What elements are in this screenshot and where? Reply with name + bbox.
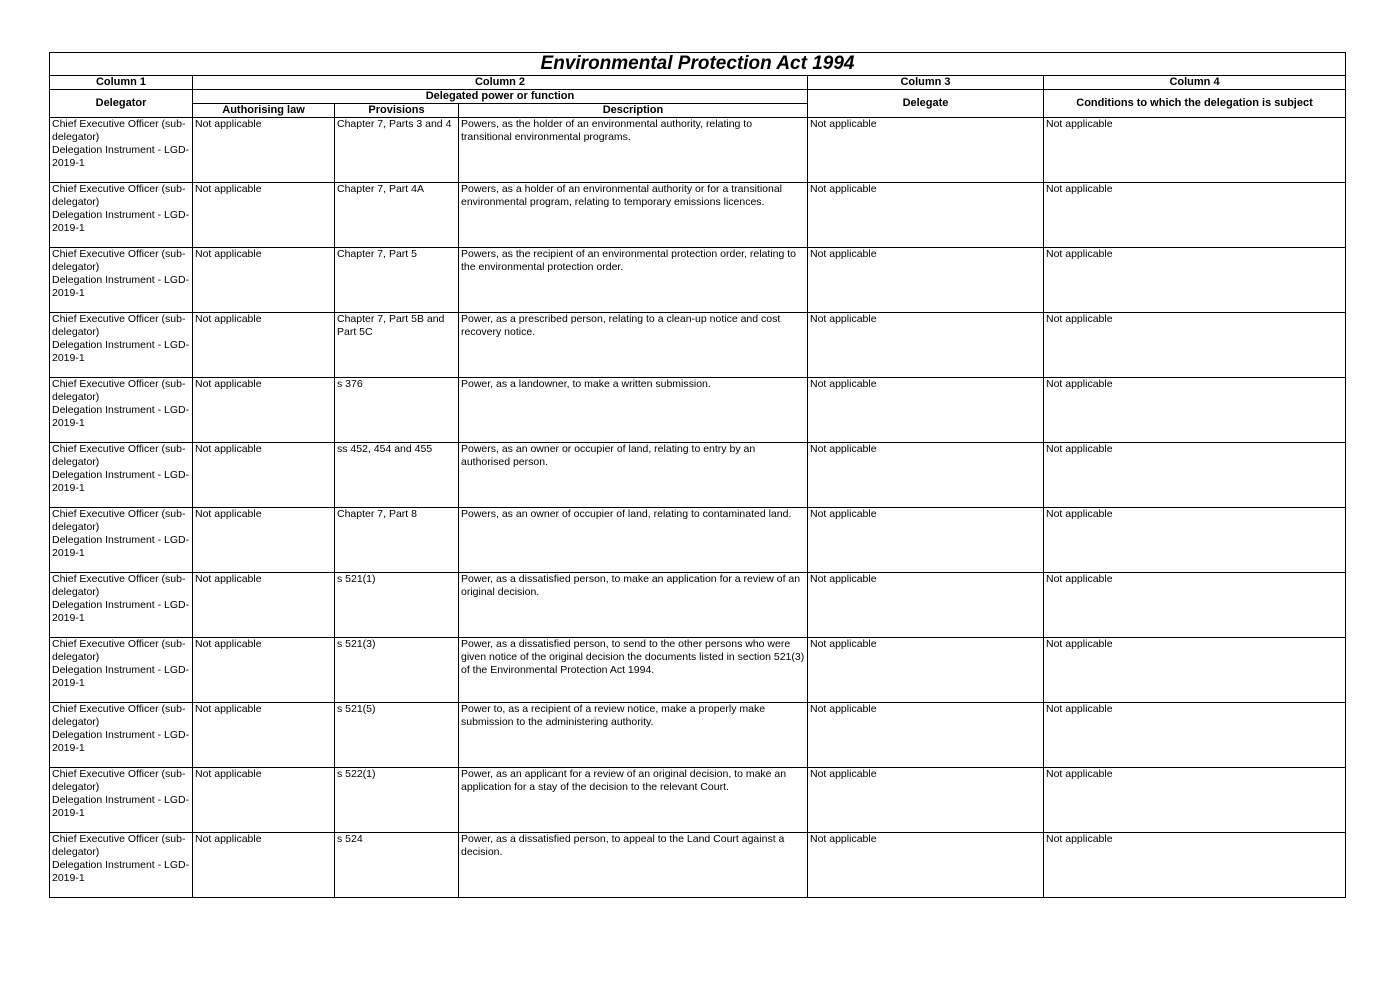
authorising-law-header: Authorising law: [193, 104, 335, 118]
delegate-cell: Not applicable: [808, 313, 1044, 378]
delegate-header: Delegate: [808, 90, 1044, 118]
delegated-power-header: Delegated power or function: [193, 90, 808, 104]
authorising-law-cell: Not applicable: [193, 248, 335, 313]
provisions-cell: Chapter 7, Part 5: [335, 248, 459, 313]
delegator-cell: Chief Executive Officer (sub-delegator) Delegation Instrument - LGD-2019-1: [50, 378, 193, 443]
conditions-cell: Not applicable: [1044, 248, 1346, 313]
conditions-cell: Not applicable: [1044, 768, 1346, 833]
delegator-cell: Chief Executive Officer (sub-delegator) Delegation Instrument - LGD-2019-1: [50, 703, 193, 768]
provisions-cell: Chapter 7, Part 8: [335, 508, 459, 573]
description-cell: Power to, as a recipient of a review notice, make a properly make submission to the administering authority.: [459, 703, 808, 768]
delegate-cell: Not applicable: [808, 118, 1044, 183]
provisions-cell: s 376: [335, 378, 459, 443]
table-row: [50, 443, 1346, 508]
delegator-cell: Chief Executive Officer (sub-delegator) Delegation Instrument - LGD-2019-1: [50, 638, 193, 703]
conditions-cell: Not applicable: [1044, 508, 1346, 573]
description-cell: Powers, as an owner or occupier of land, relating to entry by an authorised person.: [459, 443, 808, 508]
table-row: [50, 118, 1346, 183]
delegate-cell: Not applicable: [808, 248, 1044, 313]
provisions-cell: s 521(3): [335, 638, 459, 703]
conditions-cell: Not applicable: [1044, 638, 1346, 703]
authorising-law-cell: Not applicable: [193, 183, 335, 248]
conditions-cell: Not applicable: [1044, 833, 1346, 898]
table-row: [50, 248, 1346, 313]
description-cell: Power, as a dissatisfied person, to send to the other persons who were given notice of the original decision the documents listed in section 521(3) of the Environmental Protection Act 1994.: [459, 638, 808, 703]
description-cell: Power, as a landowner, to make a written submission.: [459, 378, 808, 443]
provisions-cell: s 521(5): [335, 703, 459, 768]
conditions-cell: Not applicable: [1044, 443, 1346, 508]
column-3-header: Column 3: [808, 76, 1044, 90]
provisions-cell: Chapter 7, Part 5B and Part 5C: [335, 313, 459, 378]
authorising-law-cell: Not applicable: [193, 118, 335, 183]
delegator-cell: Chief Executive Officer (sub-delegator) Delegation Instrument - LGD-2019-1: [50, 183, 193, 248]
authorising-law-cell: Not applicable: [193, 313, 335, 378]
provisions-cell: Chapter 7, Part 4A: [335, 183, 459, 248]
conditions-header: Conditions to which the delegation is subject: [1044, 90, 1346, 118]
table-row: [50, 508, 1346, 573]
description-cell: Powers, as an owner of occupier of land, relating to contaminated land.: [459, 508, 808, 573]
document-title: Environmental Protection Act 1994: [50, 53, 1346, 76]
table-row: [50, 638, 1346, 703]
delegator-cell: Chief Executive Officer (sub-delegator) Delegation Instrument - LGD-2019-1: [50, 573, 193, 638]
delegate-cell: Not applicable: [808, 703, 1044, 768]
column-4-header: Column 4: [1044, 76, 1346, 90]
delegate-cell: Not applicable: [808, 508, 1044, 573]
conditions-cell: Not applicable: [1044, 183, 1346, 248]
authorising-law-cell: Not applicable: [193, 378, 335, 443]
column-1-header: Column 1: [50, 76, 193, 90]
delegator-cell: Chief Executive Officer (sub-delegator) Delegation Instrument - LGD-2019-1: [50, 508, 193, 573]
delegate-cell: Not applicable: [808, 833, 1044, 898]
authorising-law-cell: Not applicable: [193, 833, 335, 898]
authorising-law-cell: Not applicable: [193, 573, 335, 638]
table-row: [50, 378, 1346, 443]
provisions-header: Provisions: [335, 104, 459, 118]
table-row: [50, 768, 1346, 833]
delegator-cell: Chief Executive Officer (sub-delegator) Delegation Instrument - LGD-2019-1: [50, 443, 193, 508]
delegate-cell: Not applicable: [808, 443, 1044, 508]
description-header: Description: [459, 104, 808, 118]
table-row: [50, 183, 1346, 248]
description-cell: Power, as a dissatisfied person, to appeal to the Land Court against a decision.: [459, 833, 808, 898]
delegate-cell: Not applicable: [808, 638, 1044, 703]
conditions-cell: Not applicable: [1044, 573, 1346, 638]
delegator-cell: Chief Executive Officer (sub-delegator) Delegation Instrument - LGD-2019-1: [50, 768, 193, 833]
delegator-cell: Chief Executive Officer (sub-delegator) Delegation Instrument - LGD-2019-1: [50, 248, 193, 313]
delegator-cell: Chief Executive Officer (sub-delegator) Delegation Instrument - LGD-2019-1: [50, 118, 193, 183]
table-body: [50, 118, 1346, 898]
provisions-cell: s 521(1): [335, 573, 459, 638]
provisions-cell: Chapter 7, Parts 3 and 4: [335, 118, 459, 183]
delegate-cell: Not applicable: [808, 183, 1044, 248]
table-row: [50, 313, 1346, 378]
delegate-cell: Not applicable: [808, 378, 1044, 443]
delegation-table: [49, 52, 1346, 898]
description-cell: Power, as a dissatisfied person, to make an application for a review of an original decision.: [459, 573, 808, 638]
provisions-cell: s 522(1): [335, 768, 459, 833]
authorising-law-cell: Not applicable: [193, 443, 335, 508]
conditions-cell: Not applicable: [1044, 313, 1346, 378]
description-cell: Power, as an applicant for a review of an original decision, to make an application for a stay of the decision to the relevant Court.: [459, 768, 808, 833]
authorising-law-cell: Not applicable: [193, 703, 335, 768]
table-row: [50, 573, 1346, 638]
delegator-cell: Chief Executive Officer (sub-delegator) Delegation Instrument - LGD-2019-1: [50, 833, 193, 898]
description-cell: Power, as a prescribed person, relating to a clean-up notice and cost recovery notice.: [459, 313, 808, 378]
authorising-law-cell: Not applicable: [193, 508, 335, 573]
delegator-header: Delegator: [50, 90, 193, 118]
description-cell: Powers, as a holder of an environmental authority or for a transitional environmental program, relating to temporary emissions licences.: [459, 183, 808, 248]
table-row: [50, 833, 1346, 898]
delegate-cell: Not applicable: [808, 573, 1044, 638]
description-cell: Powers, as the recipient of an environmental protection order, relating to the environmental protection order.: [459, 248, 808, 313]
column-2-header: Column 2: [193, 76, 808, 90]
authorising-law-cell: Not applicable: [193, 638, 335, 703]
table-row: [50, 703, 1346, 768]
conditions-cell: Not applicable: [1044, 378, 1346, 443]
delegation-sheet: [49, 52, 1345, 898]
delegate-cell: Not applicable: [808, 768, 1044, 833]
authorising-law-cell: Not applicable: [193, 768, 335, 833]
conditions-cell: Not applicable: [1044, 118, 1346, 183]
conditions-cell: Not applicable: [1044, 703, 1346, 768]
delegator-cell: Chief Executive Officer (sub-delegator) Delegation Instrument - LGD-2019-1: [50, 313, 193, 378]
description-cell: Powers, as the holder of an environmental authority, relating to transitional environmental programs.: [459, 118, 808, 183]
provisions-cell: s 524: [335, 833, 459, 898]
provisions-cell: ss 452, 454 and 455: [335, 443, 459, 508]
